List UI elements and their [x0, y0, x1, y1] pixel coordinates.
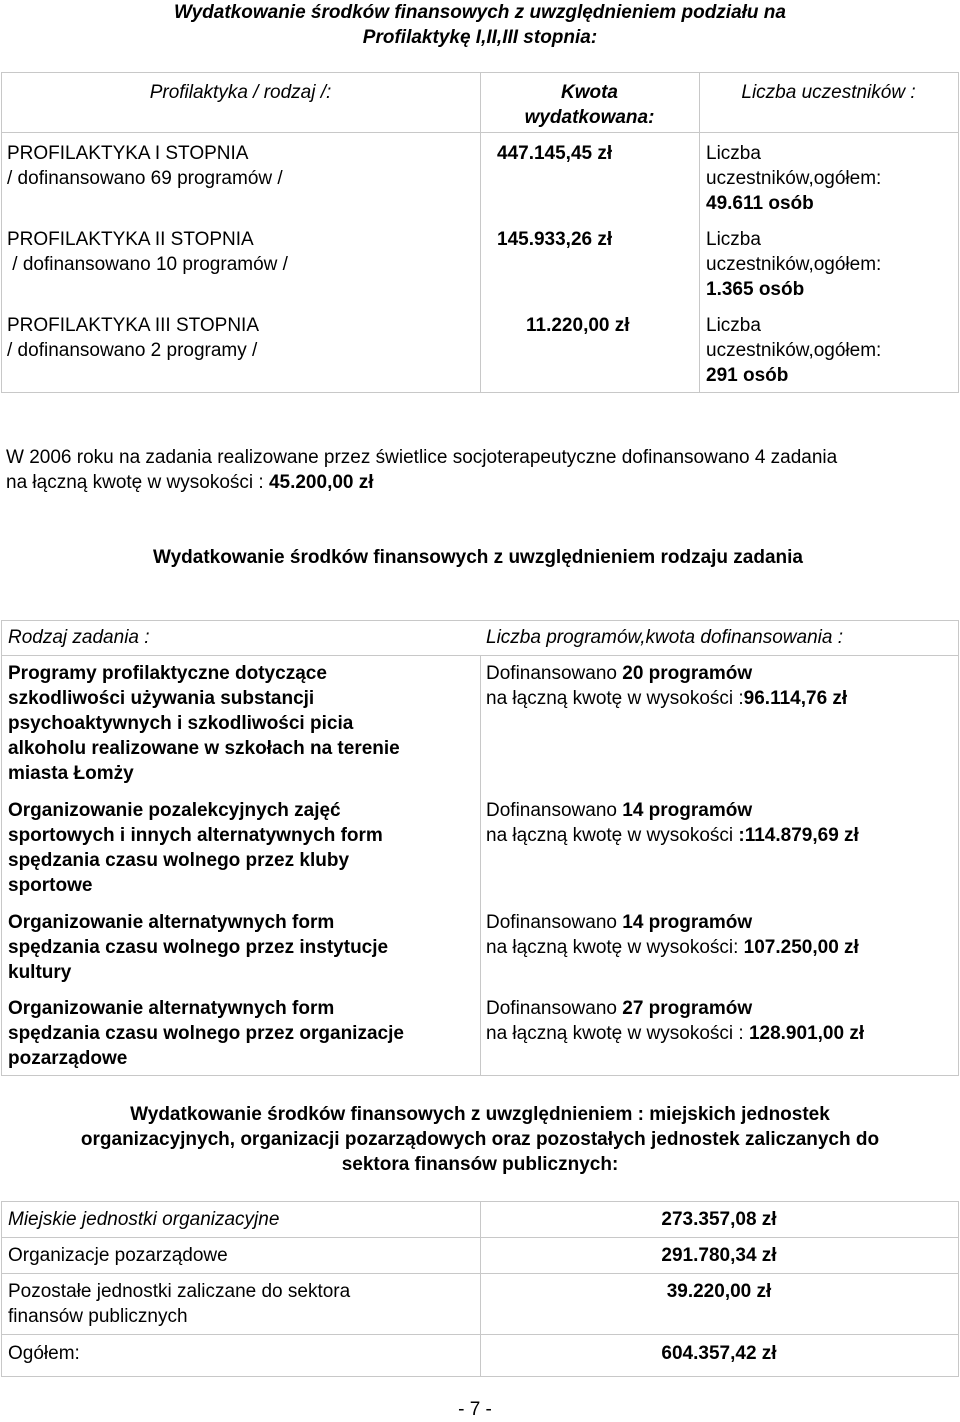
table-row [8, 910, 478, 985]
funding-text: na łączną kwotę w wysokości [486, 825, 739, 846]
funding-info [486, 661, 847, 711]
table-row: Miejskie jednostki organizacyjne [8, 1209, 280, 1230]
header-task-type: Rodzaj zadania : [8, 627, 150, 648]
paragraph-line [6, 470, 958, 495]
funding-text: Dofinansowano [486, 998, 623, 1019]
participants-label: Liczba [706, 229, 761, 250]
funding-text: Dofinansowano [486, 800, 623, 821]
funding-amount: 107.250,00 zł [743, 937, 859, 958]
task-line: psychoaktywnych i szkodliwości picia [8, 713, 354, 734]
rodzaj-zadania-table [1, 620, 959, 1076]
row-name: PROFILAKTYKA III STOPNIA [7, 315, 260, 336]
task-line: spędzania czasu wolnego przez instytucje [8, 937, 389, 958]
header-amount-line: Kwota [561, 82, 618, 103]
table-row [8, 996, 478, 1071]
task-line: Programy profilaktyczne dotyczące [8, 663, 327, 684]
heading-line: organizacyjnych, organizacji pozarządowych oraz pozostałych jednostek zaliczanych do [80, 1129, 880, 1150]
participants-value: 49.611 osób [706, 193, 814, 214]
funding-info [486, 910, 859, 960]
page-number: - 7 - [458, 1399, 492, 1420]
heading-line: Wydatkowanie środków finansowych z uwzględnieniem podziału na [174, 2, 786, 23]
table-row [8, 798, 478, 898]
funding-count: 20 programów [622, 663, 753, 684]
row-amount: 145.933,26 zł [497, 229, 613, 250]
funding-info [486, 798, 859, 848]
table-row [7, 227, 477, 277]
row-note: / dofinansowano 69 programów / [7, 168, 283, 189]
participants-label: uczestników,ogółem: [706, 168, 882, 189]
heading-line: Profilaktykę I,II,III stopnia: [362, 27, 598, 48]
task-line: sportowe [8, 875, 93, 896]
participants-value: 291 osób [706, 365, 789, 386]
row-label: finansów publicznych [8, 1306, 188, 1327]
table-row [7, 141, 477, 191]
task-line: sportowych i innych alternatywnych form [8, 825, 383, 846]
row-participants [706, 313, 881, 388]
funding-text: Dofinansowano [486, 663, 623, 684]
table-row: Organizacje pozarządowe [8, 1245, 228, 1266]
row-note: / dofinansowano 10 programów / [7, 254, 288, 275]
funding-count: 27 programów [622, 998, 753, 1019]
row-value: 39.220,00 zł [666, 1281, 772, 1302]
funding-amount: 96.114,76 zł [743, 688, 848, 709]
funding-info [486, 996, 864, 1046]
task-line: alkoholu realizowane w szkołach na terenie [8, 738, 400, 759]
table-row: Ogółem: [8, 1343, 80, 1364]
row-amount: 11.220,00 zł [526, 315, 630, 336]
header-participants: Liczba uczestników : [741, 82, 916, 103]
table-row [8, 661, 478, 786]
table-row [8, 1279, 350, 1329]
row-value: 273.357,08 zł [661, 1209, 777, 1230]
task-line: pozarządowe [8, 1048, 128, 1069]
header-amount-line: wydatkowana: [524, 107, 655, 128]
row-amount: 447.145,45 zł [497, 143, 613, 164]
task-line: spędzania czasu wolnego przez organizacje [8, 1023, 404, 1044]
heading-line: Wydatkowanie środków finansowych z uwzględnieniem : miejskich jednostek [130, 1104, 830, 1125]
heading-profilaktyka [0, 0, 960, 50]
task-line: kultury [8, 962, 72, 983]
heading-jednostki [0, 1102, 960, 1177]
row-participants [706, 227, 881, 302]
task-line: Organizowanie pozalekcyjnych zajęć [8, 800, 341, 821]
funding-count: 14 programów [622, 800, 753, 821]
participants-label: Liczba [706, 143, 761, 164]
task-line: Organizowanie alternatywnych form [8, 912, 335, 933]
row-value: 291.780,34 zł [661, 1245, 777, 1266]
row-name: PROFILAKTYKA II STOPNIA [7, 229, 254, 250]
funding-amount: 128.901,00 zł [748, 1023, 865, 1044]
funding-text: na łączną kwotę w wysokości : [486, 688, 744, 709]
row-participants [706, 141, 881, 216]
header-programs: Liczba programów,kwota dofinansowania : [486, 627, 843, 648]
paragraph-line: W 2006 roku na zadania realizowane przez świetlice socjoterapeutyczne dofinansowano 4 zadania [6, 447, 838, 468]
funding-amount: :114.879,69 zł [738, 825, 859, 846]
header-type: Profilaktyka / rodzaj /: [149, 82, 332, 103]
funding-count: 14 programów [622, 912, 753, 933]
task-line: miasta Łomży [8, 763, 134, 784]
profilaktyka-table [1, 72, 959, 393]
row-label: Pozostałe jednostki zaliczane do sektora [8, 1281, 351, 1302]
participants-label: uczestników,ogółem: [706, 340, 882, 361]
heading-rodzaj-zadania: Wydatkowanie środków finansowych z uwzględnieniem rodzaju zadania [153, 547, 803, 568]
funding-text: na łączną kwotę w wysokości: [486, 937, 744, 958]
task-line: Organizowanie alternatywnych form [8, 998, 335, 1019]
paragraph-amount: 45.200,00 zł [268, 472, 374, 493]
task-line: spędzania czasu wolnego przez kluby [8, 850, 350, 871]
row-value: 604.357,42 zł [661, 1343, 777, 1364]
row-name: PROFILAKTYKA I STOPNIA [7, 143, 249, 164]
funding-text: Dofinansowano [486, 912, 623, 933]
participants-value: 1.365 osób [706, 279, 805, 300]
swietlice-paragraph [6, 445, 958, 495]
paragraph-text: na łączną kwotę w wysokości : [6, 472, 269, 493]
heading-line: sektora finansów publicznych: [341, 1154, 619, 1175]
participants-label: uczestników,ogółem: [706, 254, 882, 275]
table-row [7, 313, 477, 363]
row-note: / dofinansowano 2 programy / [7, 340, 258, 361]
participants-label: Liczba [706, 315, 761, 336]
header-amount [480, 80, 699, 130]
jednostki-table [1, 1201, 959, 1377]
task-line: szkodliwości używania substancji [8, 688, 315, 709]
funding-text: na łączną kwotę w wysokości : [486, 1023, 749, 1044]
